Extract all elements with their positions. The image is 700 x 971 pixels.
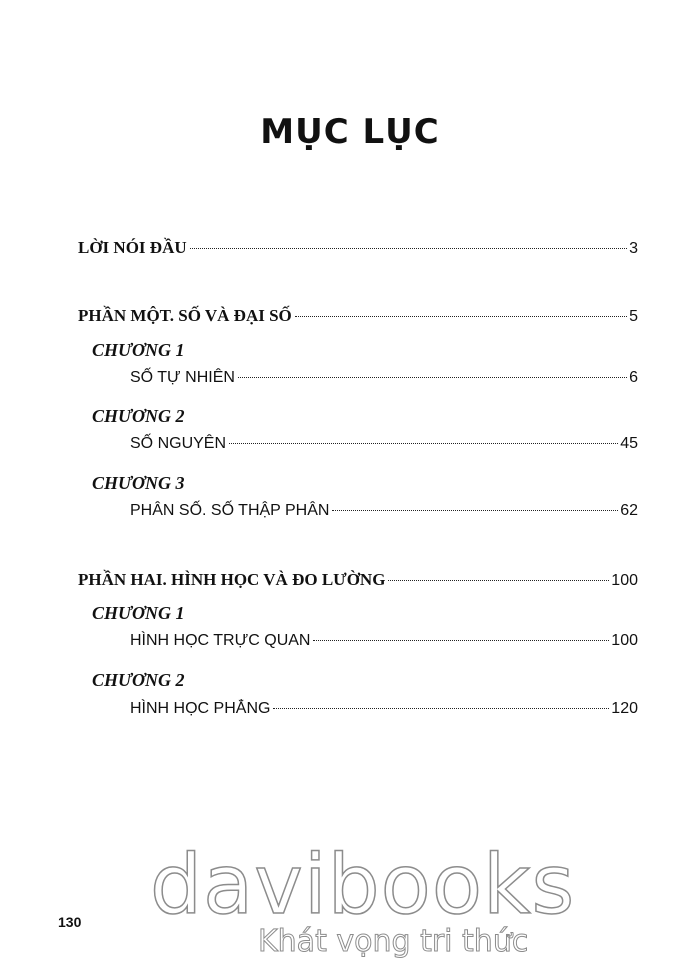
toc-entry-part-2 — [78, 570, 638, 590]
toc-entry-page: 6 — [629, 369, 638, 386]
dot-leader — [238, 377, 627, 378]
toc-entry-chapter — [130, 700, 638, 718]
watermark-slogan: Khát vọng tri thức — [258, 924, 529, 959]
dot-leader — [332, 510, 618, 511]
toc-entry-part-1 — [78, 306, 638, 326]
page-title: MỤC LỤC — [260, 112, 440, 152]
toc-entry-page: 62 — [620, 502, 638, 519]
page-number: 130 — [58, 914, 82, 930]
toc-entry-label: PHẦN HAI. HÌNH HỌC VÀ ĐO LƯỜNG — [78, 570, 386, 589]
dot-leader — [388, 580, 609, 581]
toc-entry-page: 100 — [611, 572, 638, 589]
chapter-heading: CHƯƠNG 1 — [92, 340, 185, 360]
dot-leader — [273, 708, 609, 709]
toc-entry-chapter — [130, 632, 638, 650]
toc-entry-page: 100 — [611, 632, 638, 649]
chapter-heading: CHƯƠNG 2 — [92, 406, 185, 426]
toc-entry-label: LỜI NÓI ĐẦU — [78, 238, 187, 257]
toc-entry-label: PHẦN MỘT. SỐ VÀ ĐẠI SỐ — [78, 306, 292, 325]
dot-leader — [295, 316, 627, 317]
toc-entry-page: 5 — [629, 308, 638, 325]
chapter-heading: CHƯƠNG 2 — [92, 670, 185, 690]
toc-entry-label: SỐ TỰ NHIÊN — [130, 369, 235, 386]
toc-entry-chapter — [130, 502, 638, 520]
toc-entry-chapter — [130, 435, 638, 453]
toc-entry-page: 45 — [620, 435, 638, 452]
toc-entry-preface — [78, 238, 638, 258]
toc-entry-page: 3 — [629, 240, 638, 257]
toc-entry-chapter — [130, 369, 638, 387]
toc-entry-label: HÌNH HỌC PHẲNG — [130, 700, 271, 717]
toc-entry-label: SỐ NGUYÊN — [130, 435, 227, 452]
toc-entry-label: HÌNH HỌC TRỰC QUAN — [130, 632, 311, 649]
dot-leader — [229, 443, 618, 444]
chapter-heading: CHƯƠNG 1 — [92, 603, 185, 623]
toc-entry-label: PHÂN SỐ. SỐ THẬP PHÂN — [130, 502, 330, 519]
toc-entry-page: 120 — [611, 700, 638, 717]
watermark-brand: davibooks — [150, 838, 576, 933]
dot-leader — [313, 640, 609, 641]
dot-leader — [190, 248, 627, 249]
chapter-heading: CHƯƠNG 3 — [92, 473, 185, 493]
